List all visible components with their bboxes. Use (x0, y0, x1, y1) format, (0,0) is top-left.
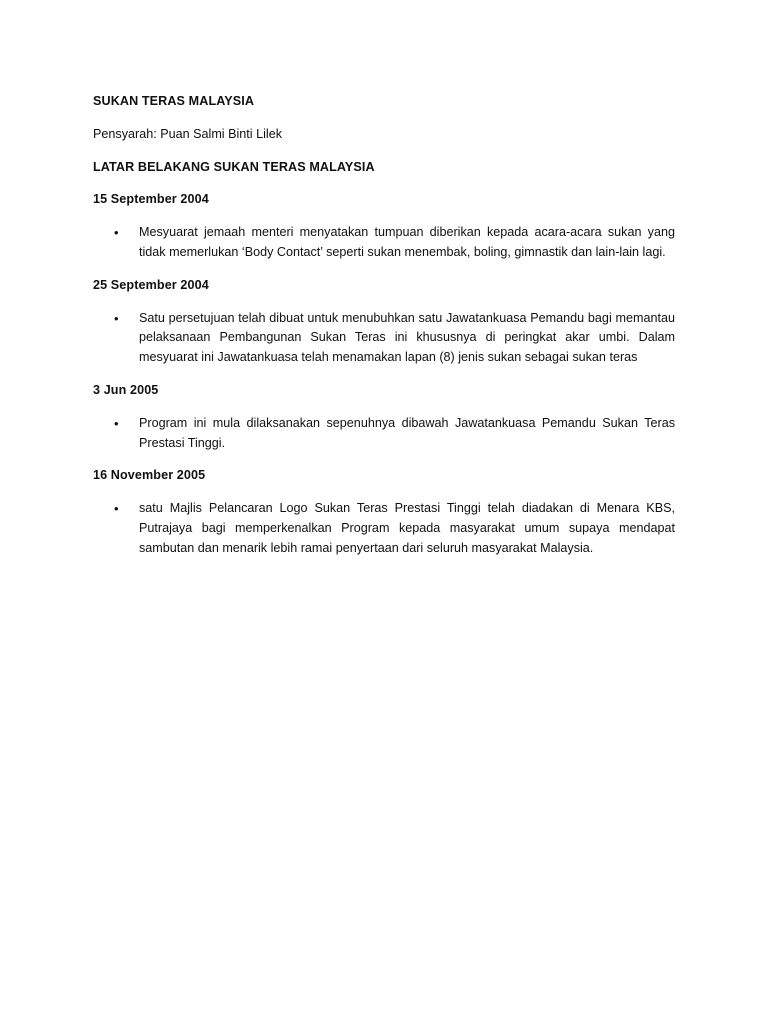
entry-date: 16 November 2005 (93, 468, 206, 483)
entry-date: 15 September 2004 (93, 192, 209, 207)
bullet-item (93, 309, 675, 368)
bullet-item (93, 223, 675, 263)
bullet-text: satu Majlis Pelancaran Logo Sukan Teras Prestasi Tinggi telah diadakan di Menara KBS, Putrajaya bagi memperkenalkan Program kepada masyarakat umum supaya mendapat sambutan dan menarik lebih ramai penyertaan dari seluruh masyarakat Malaysia. (139, 501, 675, 555)
bullet-text: Satu persetujuan telah dibuat untuk menubuhkan satu Jawatankuasa Pemandu bagi memantau pelaksanaan Pembangunan Sukan Teras ini khususnya di peringkat akar umbi. Dalam mesyuarat ini Jawatankuasa telah menamakan lapan (8) jenis sukan sebagai sukan teras (139, 310, 675, 365)
lecturer-line: Pensyarah: Puan Salmi Binti Lilek (93, 126, 283, 141)
entry-date: 3 Jun 2005 (93, 382, 159, 397)
entry-date: 25 September 2004 (93, 277, 209, 292)
bullet-dot-icon: • (114, 501, 119, 517)
bullet-dot-icon: • (114, 415, 119, 431)
bullet-text: Mesyuarat jemaah menteri menyatakan tumpuan diberikan kepada acara-acara sukan yang tidak memerlukan ‘Body Contact’ seperti sukan menembak, boling, gimnastik dan lain-lain lagi. (139, 225, 675, 259)
section-heading: LATAR BELAKANG SUKAN TERAS MALAYSIA (93, 159, 375, 174)
bullet-dot-icon: • (114, 310, 119, 326)
bullet-item (93, 499, 675, 558)
document-content (93, 92, 675, 572)
document-title: SUKAN TERAS MALAYSIA (93, 94, 255, 108)
bullet-item (93, 414, 675, 454)
bullet-dot-icon: • (114, 225, 119, 241)
bullet-text: Program ini mula dilaksanakan sepenuhnya dibawah Jawatankuasa Pemandu Sukan Teras Prestasi Tinggi. (139, 415, 675, 450)
